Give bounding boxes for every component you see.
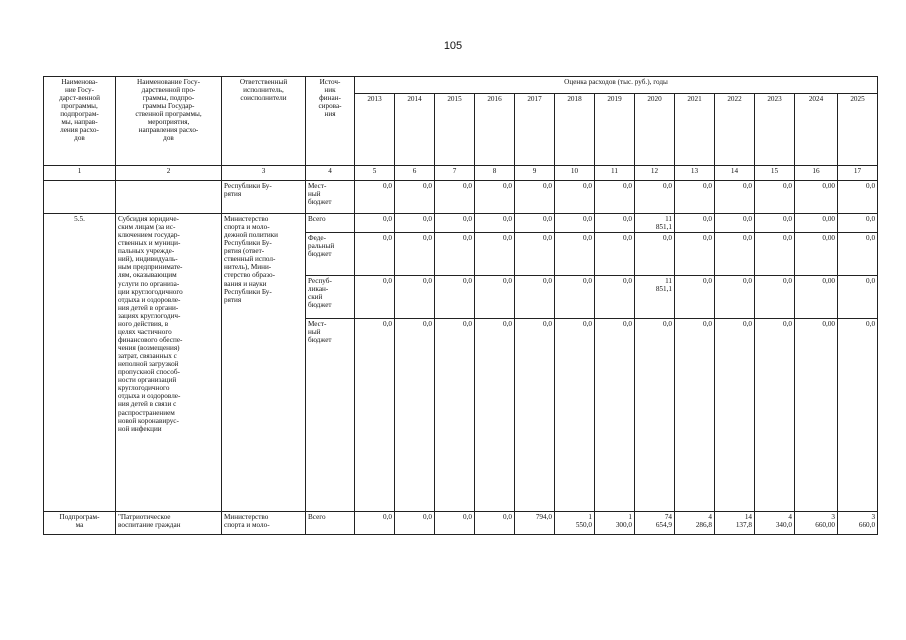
- year-cell: 2018: [555, 94, 595, 166]
- value-cell: 0,0: [755, 214, 795, 233]
- value-cell: 0,0: [838, 181, 878, 214]
- year-cell: 2024: [795, 94, 838, 166]
- value-cell: 0,0: [435, 233, 475, 276]
- value-cell: 0,0: [355, 276, 395, 319]
- value-cell: 0,0: [515, 233, 555, 276]
- column-number: 2: [116, 166, 222, 181]
- year-cell: 2016: [475, 94, 515, 166]
- program-cell: 5.5.: [44, 214, 116, 512]
- value-cell: 0,0: [355, 214, 395, 233]
- value-cell: 1 300,0: [595, 512, 635, 535]
- year-cell: 2020: [635, 94, 675, 166]
- event-cell: "Патриотическое воспитание граждан: [116, 512, 222, 535]
- budget-table: [43, 76, 878, 535]
- value-cell: 0,0: [555, 276, 595, 319]
- value-cell: 0,0: [595, 181, 635, 214]
- value-cell: 0,0: [395, 214, 435, 233]
- value-cell: 0,0: [515, 319, 555, 512]
- value-cell: 0,0: [715, 276, 755, 319]
- column-number: 15: [755, 166, 795, 181]
- value-cell: 0,0: [715, 181, 755, 214]
- value-cell: 0,0: [355, 512, 395, 535]
- executor-cell: Министерство спорта и моло-: [222, 512, 306, 535]
- header-program-col: Наименова- ние Госу- дарст-венной программы, подпрограм- мы, направ- ления расхо- дов: [44, 77, 116, 166]
- value-cell: 11 851,1: [635, 214, 675, 233]
- value-cell: 1 550,0: [555, 512, 595, 535]
- year-cell: 2021: [675, 94, 715, 166]
- executor-cell: Министерство спорта и моло- дежной политики Республики Бу- рятия (ответ- ственный испол- нитель), Мини- стерство образо- вания и науки Республики Бу- рятия: [222, 214, 306, 512]
- value-cell: 0,0: [635, 319, 675, 512]
- column-number: 16: [795, 166, 838, 181]
- source-cell: Феде- ральный бюджет: [306, 233, 355, 276]
- value-cell: 0,0: [635, 233, 675, 276]
- column-number: 11: [595, 166, 635, 181]
- value-cell: 0,0: [555, 233, 595, 276]
- value-cell: 0,0: [838, 233, 878, 276]
- year-cell: 2019: [595, 94, 635, 166]
- value-cell: 0,0: [475, 512, 515, 535]
- column-number: 6: [395, 166, 435, 181]
- table-row: [44, 512, 878, 535]
- value-cell: 0,0: [595, 276, 635, 319]
- value-cell: 11 851,1: [635, 276, 675, 319]
- value-cell: 0,00: [795, 181, 838, 214]
- value-cell: 0,0: [355, 233, 395, 276]
- value-cell: 0,0: [755, 181, 795, 214]
- column-number: 7: [435, 166, 475, 181]
- value-cell: 4 286,8: [675, 512, 715, 535]
- column-number: 1: [44, 166, 116, 181]
- value-cell: 0,0: [395, 319, 435, 512]
- value-cell: 0,0: [675, 319, 715, 512]
- value-cell: 0,0: [715, 233, 755, 276]
- value-cell: 794,0: [515, 512, 555, 535]
- value-cell: 0,0: [475, 276, 515, 319]
- value-cell: 0,0: [755, 233, 795, 276]
- header-source-col: Источ- ник финан- сирова- ния: [306, 77, 355, 166]
- column-number: 10: [555, 166, 595, 181]
- value-cell: 0,0: [515, 214, 555, 233]
- column-number: 17: [838, 166, 878, 181]
- column-number: 3: [222, 166, 306, 181]
- value-cell: 3 660,00: [795, 512, 838, 535]
- value-cell: 0,0: [435, 181, 475, 214]
- column-number: 5: [355, 166, 395, 181]
- column-number: 8: [475, 166, 515, 181]
- value-cell: 0,0: [515, 276, 555, 319]
- column-number: 14: [715, 166, 755, 181]
- column-number: 9: [515, 166, 555, 181]
- value-cell: 0,0: [635, 181, 675, 214]
- program-cell: Подпрограм- ма: [44, 512, 116, 535]
- value-cell: 0,0: [515, 181, 555, 214]
- value-cell: 0,0: [675, 214, 715, 233]
- value-cell: 0,00: [795, 233, 838, 276]
- source-cell: Мест- ный бюджет: [306, 319, 355, 512]
- source-cell: Всего: [306, 512, 355, 535]
- value-cell: 0,0: [755, 276, 795, 319]
- value-cell: 0,0: [395, 181, 435, 214]
- year-cell: 2013: [355, 94, 395, 166]
- value-cell: 0,0: [475, 181, 515, 214]
- header-executor-col: Ответственный исполнитель, соисполнители: [222, 77, 306, 166]
- value-cell: 0,0: [475, 214, 515, 233]
- column-numbers-row: [44, 166, 878, 181]
- column-number: 13: [675, 166, 715, 181]
- value-cell: 4 340,0: [755, 512, 795, 535]
- value-cell: 0,0: [755, 319, 795, 512]
- value-cell: 3 660,0: [838, 512, 878, 535]
- value-cell: 0,0: [595, 319, 635, 512]
- executor-cell: Республики Бу- рятия: [222, 181, 306, 214]
- value-cell: 0,0: [435, 512, 475, 535]
- page-number: 105: [443, 40, 463, 52]
- source-cell: Всего: [306, 214, 355, 233]
- value-cell: 0,0: [435, 319, 475, 512]
- value-cell: 0,0: [555, 319, 595, 512]
- program-cell: [44, 181, 116, 214]
- source-cell: Респуб- ликан- ский бюджет: [306, 276, 355, 319]
- value-cell: 0,0: [838, 319, 878, 512]
- value-cell: 0,00: [795, 214, 838, 233]
- event-cell: [116, 181, 222, 214]
- header-event-col: Наименование Госу- дарственной про- граммы, подпро- граммы Государ- ственной программы, мероприятия, направления расхо- дов: [116, 77, 222, 166]
- value-cell: 0,0: [715, 319, 755, 512]
- year-cell: 2014: [395, 94, 435, 166]
- value-cell: 0,0: [355, 181, 395, 214]
- value-cell: 0,0: [475, 319, 515, 512]
- table-row: [44, 181, 878, 214]
- value-cell: 0,0: [675, 233, 715, 276]
- value-cell: 74 654,9: [635, 512, 675, 535]
- value-cell: 14 137,8: [715, 512, 755, 535]
- column-number: 12: [635, 166, 675, 181]
- year-cell: 2015: [435, 94, 475, 166]
- value-cell: 0,0: [715, 214, 755, 233]
- year-cell: 2022: [715, 94, 755, 166]
- value-cell: 0,0: [395, 276, 435, 319]
- value-cell: 0,0: [595, 233, 635, 276]
- value-cell: 0,0: [555, 214, 595, 233]
- value-cell: 0,0: [395, 512, 435, 535]
- value-cell: 0,0: [355, 319, 395, 512]
- value-cell: 0,0: [435, 276, 475, 319]
- header-row: [44, 77, 878, 94]
- year-cell: 2023: [755, 94, 795, 166]
- value-cell: 0,0: [838, 214, 878, 233]
- value-cell: 0,0: [395, 233, 435, 276]
- year-cell: 2017: [515, 94, 555, 166]
- value-cell: 0,0: [555, 181, 595, 214]
- value-cell: 0,0: [675, 276, 715, 319]
- value-cell: 0,0: [838, 276, 878, 319]
- value-cell: 0,0: [475, 233, 515, 276]
- source-cell: Мест- ный бюджет: [306, 181, 355, 214]
- value-cell: 0,0: [675, 181, 715, 214]
- value-cell: 0,0: [595, 214, 635, 233]
- column-number: 4: [306, 166, 355, 181]
- value-cell: 0,0: [435, 214, 475, 233]
- event-cell: Субсидия юридиче- ским лицам (за ис- ключением государ- ственных и муници- пальных учрежде- ний), индивидуаль- ным предпринимате- лям, оказывающим услуги по организа- ции круглогодичного отдыха и оздоровле- ния детей в органи- зациях круглогодич- ного действия, в целях частичного финансового обеспе- чения (возмещения) затрат, связанных с неполной загрузкой пропускной способ- ности организаций круглогодичного отдыха и оздоровле- ния детей в связи с распространением новой коронавирус- ной инфекции: [116, 214, 222, 512]
- value-cell: 0,00: [795, 276, 838, 319]
- year-cell: 2025: [838, 94, 878, 166]
- table-row: [44, 214, 878, 233]
- value-cell: 0,00: [795, 319, 838, 512]
- header-estimate: Оценка расходов (тыс. руб.), годы: [355, 77, 878, 94]
